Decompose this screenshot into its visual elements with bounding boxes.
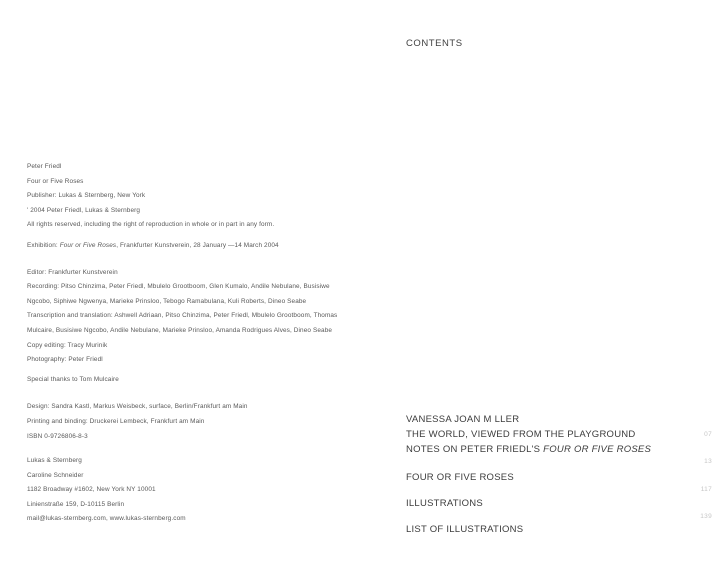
text-segment: mail@lukas-sternberg.com, www.lukas-sternberg.com — [27, 515, 186, 523]
italic-text-segment: Four or Five Roses — [59, 241, 117, 249]
colophon-line — [27, 430, 387, 445]
colophon-line — [27, 189, 387, 204]
colophon-block — [27, 400, 387, 444]
text-segment: Ngcobo, Siphiwe Ngwenya, Marieke Prinsloo, Tebogo Ramabulana, Kuli Roberts, Dineo Seabe — [27, 297, 307, 305]
colophon-line — [27, 415, 387, 430]
text-segment: Photography: Peter Friedl — [27, 356, 103, 364]
toc-entry-line — [406, 442, 716, 457]
toc-entry-line — [406, 427, 716, 442]
toc-page-number: 117 — [700, 486, 712, 493]
text-segment: Design: Sandra Kastl, Markus Weisbeck, surface, Berlin/Frankfurt am Main — [27, 403, 248, 411]
colophon-line — [27, 204, 387, 219]
text-segment: LIST OF ILLUSTRATIONS — [406, 524, 524, 535]
text-segment: Copy editing: Tracy Murinik — [27, 341, 108, 349]
toc-entry-line — [406, 470, 716, 485]
colophon-line — [27, 469, 387, 484]
colophon-line — [27, 400, 387, 415]
colophon-line — [27, 339, 387, 354]
text-segment: Mulcaire, Busisiwe Ngcobo, Andile Nebulane, Marieke Prinsloo, Amanda Rodrigues Alves, Dineo Seabe — [27, 326, 333, 334]
colophon-line — [27, 295, 387, 310]
text-segment: VANESSA JOAN M LLER — [406, 414, 520, 425]
text-segment: Special thanks to Tom Mulcaire — [27, 375, 119, 383]
colophon-block — [27, 266, 387, 368]
text-segment: Linienstraße 159, D-10115 Berlin — [27, 500, 125, 508]
text-segment: ILLUSTRATIONS — [406, 498, 483, 509]
colophon-block — [27, 239, 387, 254]
italic-text-segment: FOUR OR FIVE ROSES — [543, 444, 652, 455]
toc-page-number: 07 — [704, 431, 712, 438]
text-segment: Recording: Pitso Chinzima, Peter Friedl, Mbulelo Grootboom, Glen Kumalo, Andile Nebulane, Busisiwe — [27, 283, 330, 291]
colophon-line — [27, 280, 387, 295]
colophon-block — [27, 160, 387, 233]
text-segment: , Frankfurter Kunstverein, 28 January —14 March 2004 — [116, 241, 279, 249]
text-segment: NOTES ON PETER FRIEDL'S — [406, 444, 544, 455]
text-segment: Printing and binding: Druckerei Lembeck, Frankfurt am Main — [27, 417, 205, 425]
colophon-line — [27, 373, 387, 388]
text-segment: Publisher: Lukas & Sternberg, New York — [27, 192, 146, 200]
colophon-line — [27, 512, 387, 527]
toc-entry-line — [406, 522, 716, 537]
toc-page-number: 139 — [700, 513, 712, 520]
colophon-block — [27, 454, 387, 527]
contents-heading: CONTENTS — [406, 38, 463, 49]
text-segment: FOUR OR FIVE ROSES — [406, 472, 514, 483]
toc-entry-line — [406, 496, 716, 511]
colophon-block — [27, 373, 387, 388]
toc-entry — [406, 522, 716, 537]
text-segment: ' 2004 Peter Friedl, Lukas & Sternberg — [27, 206, 141, 214]
colophon-line — [27, 353, 387, 368]
text-segment: Peter Friedl — [27, 163, 62, 170]
colophon-line — [27, 175, 387, 190]
colophon-line — [27, 454, 387, 469]
toc-entry — [406, 496, 716, 511]
text-segment: Lukas & Sternberg — [27, 457, 82, 465]
text-segment: Transcription and translation: Ashwell Adriaan, Pitso Chinzima, Peter Friedl, Mbulelo Grootboom, Thomas — [27, 312, 338, 320]
colophon — [27, 160, 387, 527]
text-segment: ISBN 0-9726806-8-3 — [27, 432, 88, 440]
colophon-line — [27, 309, 387, 324]
text-segment: Editor: Frankfurter Kunstverein — [27, 268, 118, 276]
colophon-line — [27, 239, 387, 254]
text-segment: Four or Five Roses — [27, 177, 84, 185]
text-segment: Caroline Schneider — [27, 471, 84, 479]
toc-entry-line — [406, 412, 716, 427]
colophon-line — [27, 266, 387, 281]
colophon-line — [27, 498, 387, 513]
text-segment: THE WORLD, VIEWED FROM THE PLAYGROUND — [406, 429, 636, 440]
toc-page-number: 13 — [704, 458, 712, 465]
text-segment: All rights reserved, including the right of reproduction in whole or in part in any form. — [27, 221, 275, 229]
text-segment: Exhibition: — [27, 241, 60, 249]
toc-entry — [406, 470, 716, 485]
colophon-line — [27, 483, 387, 498]
colophon-line — [27, 324, 387, 339]
toc-entry — [406, 412, 716, 457]
colophon-line — [27, 160, 387, 175]
text-segment: 1182 Broadway #1602, New York NY 10001 — [27, 486, 156, 494]
colophon-line — [27, 218, 387, 233]
